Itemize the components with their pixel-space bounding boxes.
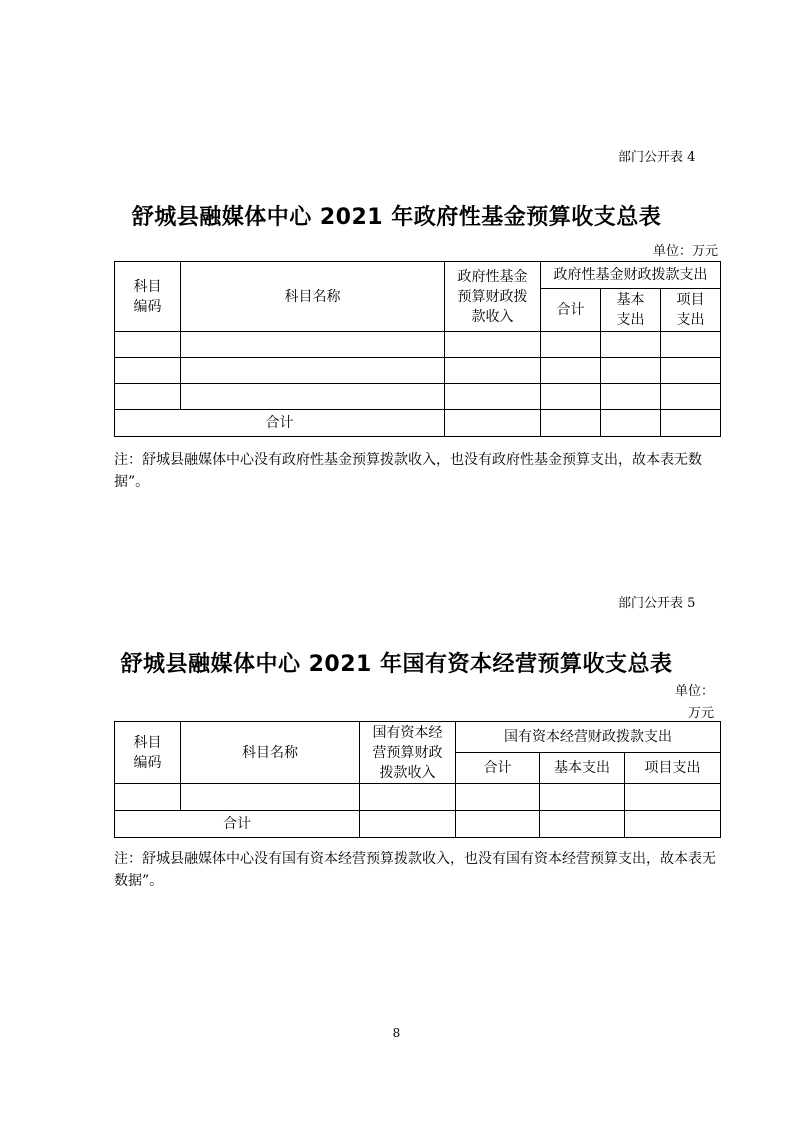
table-cell [661, 332, 721, 358]
table5-header-project: 项目支出 [625, 753, 721, 784]
table5-total-label: 合计 [115, 811, 360, 838]
table-cell [445, 332, 541, 358]
table-cell [601, 410, 661, 437]
table-cell [601, 358, 661, 384]
table-row [115, 384, 721, 410]
table-cell [445, 384, 541, 410]
table-cell [115, 358, 181, 384]
table5-header-total: 合计 [456, 753, 540, 784]
table-row [115, 332, 721, 358]
table-row [115, 358, 721, 384]
table5-header-code: 科目编码 [115, 722, 181, 784]
table-cell [541, 410, 601, 437]
table5-header-name: 科目名称 [181, 722, 360, 784]
table5-title: 舒城县融媒体中心 2021 年国有资本经营预算收支总表 [120, 652, 673, 677]
table-cell [445, 410, 541, 437]
table-cell [115, 384, 181, 410]
table-cell [181, 332, 445, 358]
table-cell [541, 358, 601, 384]
table-cell [445, 358, 541, 384]
table4-header-expense-group: 政府性基金财政拨款支出 [541, 262, 721, 289]
table-cell [360, 784, 456, 811]
table4-header-code: 科目编码 [115, 262, 181, 332]
table-cell [181, 384, 445, 410]
table5-header-expense-group: 国有资本经营财政拨款支出 [456, 722, 721, 753]
table-row [115, 784, 721, 811]
table-cell [456, 784, 540, 811]
table5-unit: 单位：万元 [674, 684, 714, 721]
table4-grid [114, 261, 721, 437]
table-cell [541, 332, 601, 358]
table-cell [115, 784, 181, 811]
table4-header-income: 政府性基金预算财政拨款收入 [445, 262, 541, 332]
table4-header-name: 科目名称 [181, 262, 445, 332]
table5-grid [114, 721, 721, 838]
table-cell [661, 410, 721, 437]
table4-header-total: 合计 [541, 289, 601, 332]
table-cell [540, 811, 625, 838]
table4-note: 注：舒城县融媒体中心没有政府性基金预算拨款收入，也没有政府性基金预算支出，故本表无数据”。 [114, 452, 702, 490]
table-cell [181, 358, 445, 384]
table-cell [601, 332, 661, 358]
table5-header-basic: 基本支出 [540, 753, 625, 784]
table5-note: 注：舒城县融媒体中心没有国有资本经营预算拨款收入，也没有国有资本经营预算支出，故本表无数据”。 [114, 851, 716, 889]
table4-header-basic: 基本支出 [601, 289, 661, 332]
table5-header-income: 国有资本经营预算财政拨款收入 [360, 722, 456, 784]
table-cell [360, 811, 456, 838]
table-cell [456, 811, 540, 838]
table-cell [661, 384, 721, 410]
table-cell [601, 384, 661, 410]
table-cell [181, 784, 360, 811]
table4-total-row [115, 410, 721, 437]
table-cell [541, 384, 601, 410]
table4-tag: 部门公开表 4 [618, 150, 696, 165]
table-cell [115, 332, 181, 358]
table5-tag: 部门公开表 5 [618, 596, 696, 611]
table5-total-row [115, 811, 721, 838]
table-cell [661, 358, 721, 384]
table4-header-project: 项目支出 [661, 289, 721, 332]
table-cell [625, 784, 721, 811]
table4-unit: 单位：万元 [652, 244, 718, 259]
table-cell [540, 784, 625, 811]
table4-title: 舒城县融媒体中心 2021 年政府性基金预算收支总表 [131, 205, 662, 230]
table-cell [625, 811, 721, 838]
table4-total-label: 合计 [115, 410, 445, 437]
page-number: 8 [392, 1026, 401, 1040]
